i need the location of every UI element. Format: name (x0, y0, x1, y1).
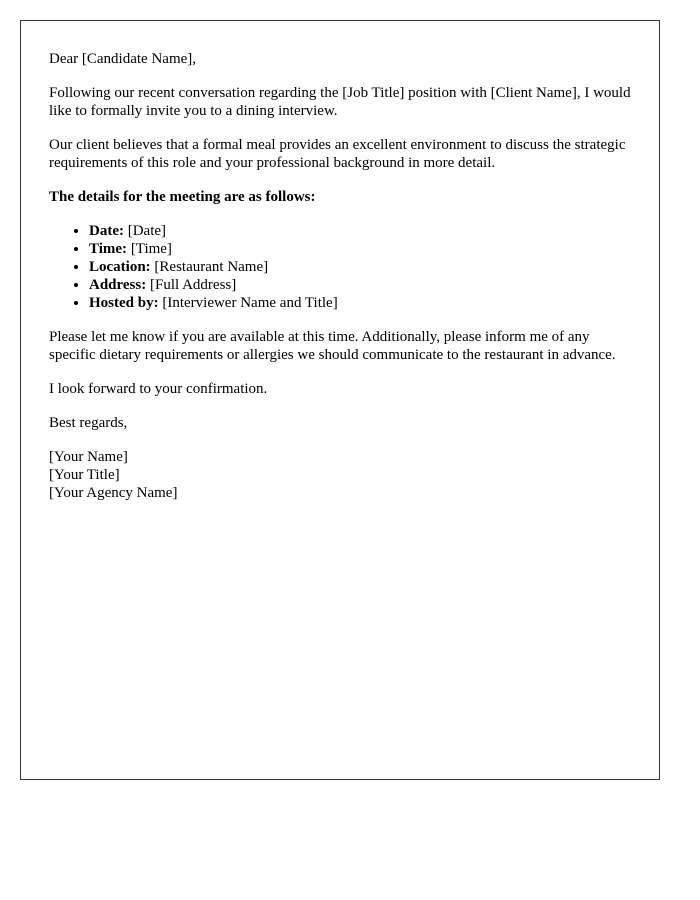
detail-location (89, 258, 631, 276)
detail-label: Location: (89, 259, 151, 275)
client-paragraph: Our client believes that a formal meal provides an excellent environment to discuss the strategic requirements of this role and your professional background in more detail. (49, 137, 626, 171)
detail-label: Address: (89, 277, 147, 293)
signature-title: [Your Title] (49, 467, 120, 483)
signature-name: [Your Name] (49, 449, 128, 465)
detail-date (89, 222, 631, 240)
detail-label: Hosted by: (89, 295, 159, 311)
intro-paragraph: Following our recent conversation regarding the [Job Title] position with [Client Name], I would like to formally invite you to a dining interview. (49, 85, 631, 119)
meeting-details-list (49, 222, 631, 312)
signature-block (49, 448, 631, 502)
detail-label: Date: (89, 223, 124, 239)
closing: Best regards, (49, 415, 128, 431)
detail-value: [Time] (130, 241, 172, 257)
detail-label: Time: (89, 241, 128, 257)
letter-page (20, 20, 660, 780)
detail-value: [Restaurant Name] (154, 259, 269, 275)
availability-paragraph: Please let me know if you are available at this time. Additionally, please inform me of any specific dietary requirements or allergies we should communicate to the restaurant in advance. (49, 329, 616, 363)
detail-value: [Full Address] (149, 277, 237, 293)
salutation: Dear [Candidate Name], (49, 51, 197, 67)
detail-time (89, 240, 631, 258)
detail-address (89, 276, 631, 294)
detail-value: [Date] (127, 223, 167, 239)
detail-hosted-by (89, 294, 631, 312)
confirmation-paragraph: I look forward to your confirmation. (49, 381, 268, 397)
details-heading: The details for the meeting are as follows: (49, 189, 316, 205)
signature-agency: [Your Agency Name] (49, 485, 178, 501)
detail-value: [Interviewer Name and Title] (162, 295, 338, 311)
